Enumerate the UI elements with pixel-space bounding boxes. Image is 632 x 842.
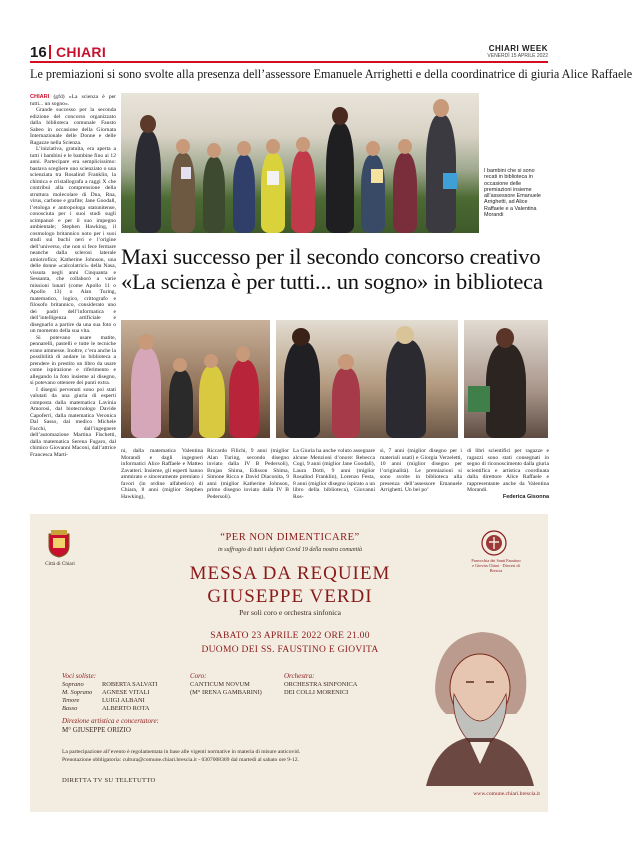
orchestra-label: Orchestra: [284, 672, 315, 680]
poster-website: www.comune.chiari.brescia.it [473, 791, 540, 797]
headline [121, 244, 551, 294]
page-number: 16 [30, 44, 47, 61]
verdi-portrait-illustration [416, 618, 544, 786]
headline-line-1: Maxi successo per il secondo concorso creativo [121, 244, 541, 269]
poster-title-2: GIUSEPPE VERDI [207, 586, 373, 607]
poster-title-1: MESSA DA REQUIEM [189, 563, 391, 584]
voice-row: Soprano ROBERTA SALVATI [62, 681, 158, 688]
poster-tv: DIRETTA TV SU TELETUTTO [62, 777, 156, 784]
headline-line-2: «La scienza è per tutti... un sogno» in biblioteca [121, 269, 543, 294]
article-paragraph [30, 94, 116, 107]
poster-date-time: SABATO 23 APRILE 2022 ORE 21.00 [210, 631, 370, 641]
article-paragraph: L’iniziativa, gratuita, era aperta a tutti i bambini e le bambine fino ai 12 anni. Partecipare era semplicissimo: bastava scegliere uno scienziato o una scienziata tra Rosalind Franklin, la chimica e cristallografa a raggi X che contribuì alla comprensione della struttura molecolare di Dna, Rna, virus, carbone e grafite; Jane Goodall, l’etologa e antropologa statunitense, conosciuta per i suoi studi sugli scimpanzé e per il suo impegno ambientale; Stephen Hawking, il cosmologo britannico noto per i suoi studi sui buchi neri e l’origine dell’universo, che non si fece fermare neanche dalla sclerosi laterale amiotrofica; Katherine Johnson, una delle donne «calcolatrici» della Nasa, vissuta negli anni Cinquanta e Sessanta, che collaborò a varie missioni lunari (come Apollo 11 o Apollo 13) o Alan Turing, matematico, logico, crittografo e filosofo britannico, considerato uno dei padri dell’informatica e dell’intelligenza artificiale e disegnarlo a partire da una sua foto o un momento della sua vita. [30, 146, 116, 334]
parish-label: Parrocchia dei Santi Faustino e Giovita Chiari · Diocesi di Brescia [471, 558, 521, 573]
choir-label: Coro: [190, 672, 207, 680]
city-crest-icon [47, 530, 71, 558]
photo-awards-portrait [464, 320, 548, 438]
voice-row: Basso ALBERTO ROTA [62, 705, 150, 712]
article-subhead: Le premiazioni si sono svolte alla presenza dell’assessore Emanuele Arrighetti e della coordinatrice di giuria Alice Raffaele [30, 67, 632, 81]
masthead-title: CHIARI WEEK [488, 44, 548, 53]
article-paragraph: La Giuria ha anche voluto assegnare alcune Menzioni d’onore: Rebecca Cogi, 9 anni (miglior Jane Goodall), Laura Dotti, 9 anni (miglior Rosalind Franklin), Lorenzo Festa, 8 anni (miglior disegno ispirato a un libro della biblioteca), Giovanni Ros- [293, 448, 375, 500]
voice-row: M. Soprano AGNESE VITALI [62, 689, 150, 696]
article-kicker: CHIARI [30, 94, 50, 100]
photo-awards-handshake [276, 320, 458, 438]
photo-awards-group [121, 320, 270, 438]
section-title: CHIARI [56, 44, 107, 60]
masthead-date: VENERDÌ 15 APRILE 2022 [487, 53, 548, 59]
poster-venue: DUOMO DEI SS. FAUSTINO E GIOVITA [201, 645, 379, 655]
header-separator [49, 45, 51, 59]
orchestra-name-1: ORCHESTRA SINFONICA [284, 681, 358, 688]
article-column-5 [380, 448, 462, 496]
article-paragraph: Riccardo Filichi, 9 anni (miglior Alan Turing, secondo disegno inviato dalla IV B Pedersoli), Brujan Shima, Edisson Shima, Simone Ricca e David Diaconita, 9 anni (miglior Katherine Johnson, primo disegno inviato dalla IV B Pedersoli). [207, 448, 289, 500]
poster-subtitle: Per soli coro e orchestra sinfonica [239, 608, 341, 617]
article-column-1 [30, 94, 116, 474]
article-author: Federica Gisonna [502, 494, 549, 500]
article-paragraph: Si potevano usare matite, pennarelli, pastelli e tutte le tecniche erano ammesse. Inoltre, c’era anche la possibilità di andare in biblioteca a prendere in prestito un libro da usare come ispirazione e riferimento e allegando la foto insieme al disegno, si potevano ottenere dei punti extra. [30, 334, 116, 386]
direction-label: Direzione artistica e concertatore: [62, 717, 159, 725]
director-name: M° GIUSEPPE ORIZIO [62, 726, 131, 734]
masthead [487, 44, 548, 59]
article-paragraph: ni, dalla matematica Valentina Morandi e dagli ingegneri informatici Alice Raffaele e Matteo Zavatteri. Insieme, gli esperti hanno ammirato e sinceramente premiato i favori (in ordine alfabetico) di Chiara, 8 anni (miglior Stephen Hawking), [121, 448, 203, 500]
article-lead: (gfd) «La scienza è per tutti... un sogno». [30, 94, 116, 107]
poster-tagline: “PER NON DIMENTICARE” [220, 532, 360, 543]
city-label: Città di Chiari [45, 561, 75, 567]
voice-row: Tenore LUIGI ALBANI [62, 697, 145, 704]
voices-label: Voci soliste: [62, 672, 97, 680]
poster-note-booking: Prenotazione obbligatoria: cultura@comune.chiari.brescia.it - 0307008369 dal martedì al sabato ore 9-12. [62, 757, 299, 763]
choir-director: (M° IRENA GAMBARINI) [190, 689, 262, 696]
article-paragraph: si, 7 anni (miglior disegno per i materiali usati) e Giorgia Verzeletti, 10 anni (miglior disegno per l’originalità). Le premiazioni si sono svolte in biblioteca alla presenza dell’assessore Emanuele Arrighetti. Un bel po’ [380, 448, 462, 493]
choir-name: CANTICUM NOVUM [190, 681, 250, 688]
poster-note-covid: La partecipazione all’evento è regolamentata in base alle vigenti normative in materia di misure anticovid. [62, 749, 301, 755]
main-photo [121, 93, 479, 233]
article-column-2 [121, 448, 203, 500]
orchestra-name-2: DEI COLLI MORENICI [284, 689, 349, 696]
parish-emblem-icon [481, 530, 507, 556]
article-column-3 [207, 448, 289, 500]
article-paragraph: Grande successo per la seconda edizione del concorso organizzato dalla biblioteca comunale Fausto Sabeo in occasione della Giornata Internazionale delle Donne e delle Ragazze nella Scienza. [30, 107, 116, 146]
poster-tagline-sub: in suffragio di tutti i defunti Covid 19 della nostra comunità [218, 547, 362, 553]
photo-caption: I bambini che si sono recati in biblioteca in occasione delle premiazioni insieme all’assessore Emanuele Arrighetti, ad Alice Raffaele e a Valentina Morandi [484, 168, 541, 219]
article-paragraph: I disegni pervenuti sono poi stati valutati da una giuria di esperti composta dalla matematica Lavinia Amorosi, dal biotecnologo Davide Capoferri, dalla matematica Veronica Dal Sasso, dal medico Michele Facchi, dall’ingegnere dell’automazione Martina Fischetti, dalla matematica Serena Fugaro, dal chimico Giovanni Maconi, dall’attrice Francesca Marti- [30, 386, 116, 458]
article-column-6 [467, 448, 549, 496]
article-paragraph: di libri scientifici per ragazze e ragazzi sono stati consegnati in segno di riconoscimento dalla giuria scientifica e artistica coordinata dalla direttore Alice Raffaele e rappresentante anche da Valentina Morandi. [467, 448, 549, 493]
header-rule [30, 61, 548, 63]
article-column-4 [293, 448, 375, 500]
